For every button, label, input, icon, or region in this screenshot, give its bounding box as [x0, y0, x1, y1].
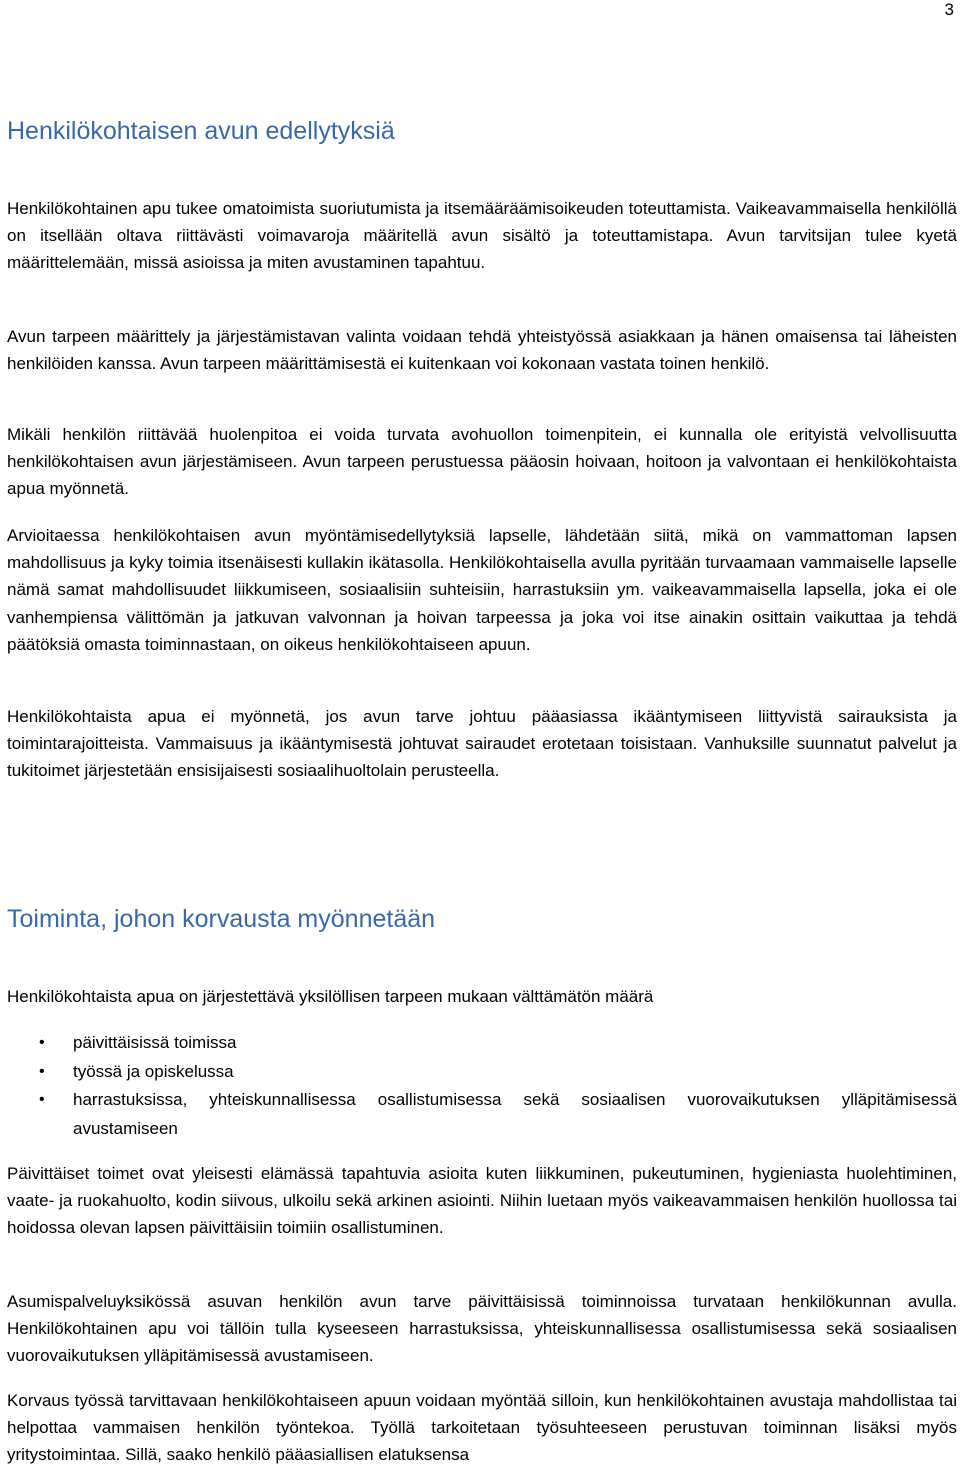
paragraph: Henkilökohtaista apua ei myönnetä, jos avun tarve johtuu pääasiassa ikääntymiseen liittyvistä sairauksista ja toimintarajoitteista. Vammaisuus ja ikääntymisestä johtuvat sairaudet erotetaan toisistaan. Vanhuksille suunnatut palvelut ja tukitoimet järjestetään ensisijaisesti sosiaalihuoltolain perusteella.: [7, 707, 957, 781]
paragraph: Asumispalveluyksikössä asuvan henkilön avun tarve päivittäisissä toiminnoissa turvataan henkilökunnan avulla. Henkilökohtainen apu voi tällöin tulla kyseeseen harrastuksissa, yhteiskunnallisessa osallistumisessa sekä sosiaalisen vuorovaikutuksen ylläpitämisessä avustamiseen.: [7, 1292, 957, 1366]
list-item: [7, 1086, 957, 1143]
paragraph: Mikäli henkilön riittävää huolenpitoa ei voida turvata avohuollon toimenpitein, ei kunnalla ole erityistä velvollisuutta henkilökohtaisen avun järjestämiseen. Avun tarpeen perustuessa pääosin hoivaan, hoitoon ja valvontaan ei henkilökohtaista apua myönnetä.: [7, 425, 957, 499]
bullet-icon: •: [39, 1034, 45, 1051]
page-number: 3: [944, 0, 954, 19]
section-heading-edellytykset: Henkilökohtaisen avun edellytyksiä: [7, 117, 395, 145]
bullet-icon: •: [39, 1091, 45, 1108]
list-item: [7, 1029, 957, 1058]
paragraph: Päivittäiset toimet ovat yleisesti elämässä tapahtuvia asioita kuten liikkuminen, pukeutuminen, hygieniasta huolehtiminen, vaate- ja ruokahuolto, kodin siivous, ulkoilu sekä arkinen asiointi. Niihin luetaan myös vaikeavammaisen henkilön huollossa tai hoidossa olevan lapsen päivittäisiin toimiin osallistuminen.: [7, 1164, 957, 1238]
list-item-text: työssä ja opiskelussa: [73, 1061, 234, 1081]
intro-paragraph: Henkilökohtaista apua on järjestettävä yksilöllisen tarpeen mukaan välttämätön määrä: [7, 987, 654, 1006]
list-item: [7, 1058, 957, 1087]
paragraph: Henkilökohtainen apu tukee omatoimista suoriutumista ja itsemääräämisoikeuden toteuttamista. Vaikeavammaisella henkilöllä on itsellään oltava riittävästi voimavaroja määritellä avun sisältö ja toteuttamistapa. Avun tarvitsijan tulee kyetä määrittelemään, missä asioissa ja miten avustaminen tapahtuu.: [7, 199, 957, 273]
paragraph: Arvioitaessa henkilökohtaisen avun myöntämisedellytyksiä lapselle, lähdetään siitä, mikä on vammattoman lapsen mahdollisuus ja kyky toimia itsenäisesti kullakin ikätasolla. Henkilökohtaisella avulla pyritään turvaamaan vammaiselle lapselle nämä samat mahdollisuudet liikkumiseen, sosiaalisiin suhteisiin, harrastuksiin ym. vaikeavammaisella lapsella, joka ei ole vanhempiensa välittömän ja jatkuvan valvonnan ja hoivan tarpeessa ja joka voi itse ainakin osittain vaikuttaa ja tehdä päätöksiä omasta toiminnastaan, on oikeus henkilökohtaiseen apuun.: [7, 526, 957, 654]
bullet-list: [7, 1029, 957, 1143]
list-item-text: harrastuksissa, yhteiskunnallisessa osallistumisessa sekä sosiaalisen vuorovaikutuksen ylläpitämisessä avustamiseen: [73, 1090, 957, 1138]
paragraph: Avun tarpeen määrittely ja järjestämistavan valinta voidaan tehdä yhteistyössä asiakkaan ja hänen omaisensa tai läheisten henkilöiden kanssa. Avun tarpeen määrittämisestä ei kuitenkaan voi kokonaan vastata toinen henkilö.: [7, 327, 957, 374]
list-item-text: päivittäisissä toimissa: [73, 1033, 237, 1052]
section-heading-toiminta: Toiminta, johon korvausta myönnetään: [7, 905, 436, 933]
bullet-icon: •: [39, 1062, 45, 1080]
paragraph: Korvaus työssä tarvittavaan henkilökohtaiseen apuun voidaan myöntää silloin, kun henkilökohtainen avustaja mahdollistaa tai helpottaa vammaisen henkilön työntekoa. Työllä tarkoitetaan työsuhteeseen perustuvan toiminnan lisäksi myös yritystoimintaa. Sillä, saako henkilö pääasiallisen elatuksensa: [7, 1391, 957, 1465]
